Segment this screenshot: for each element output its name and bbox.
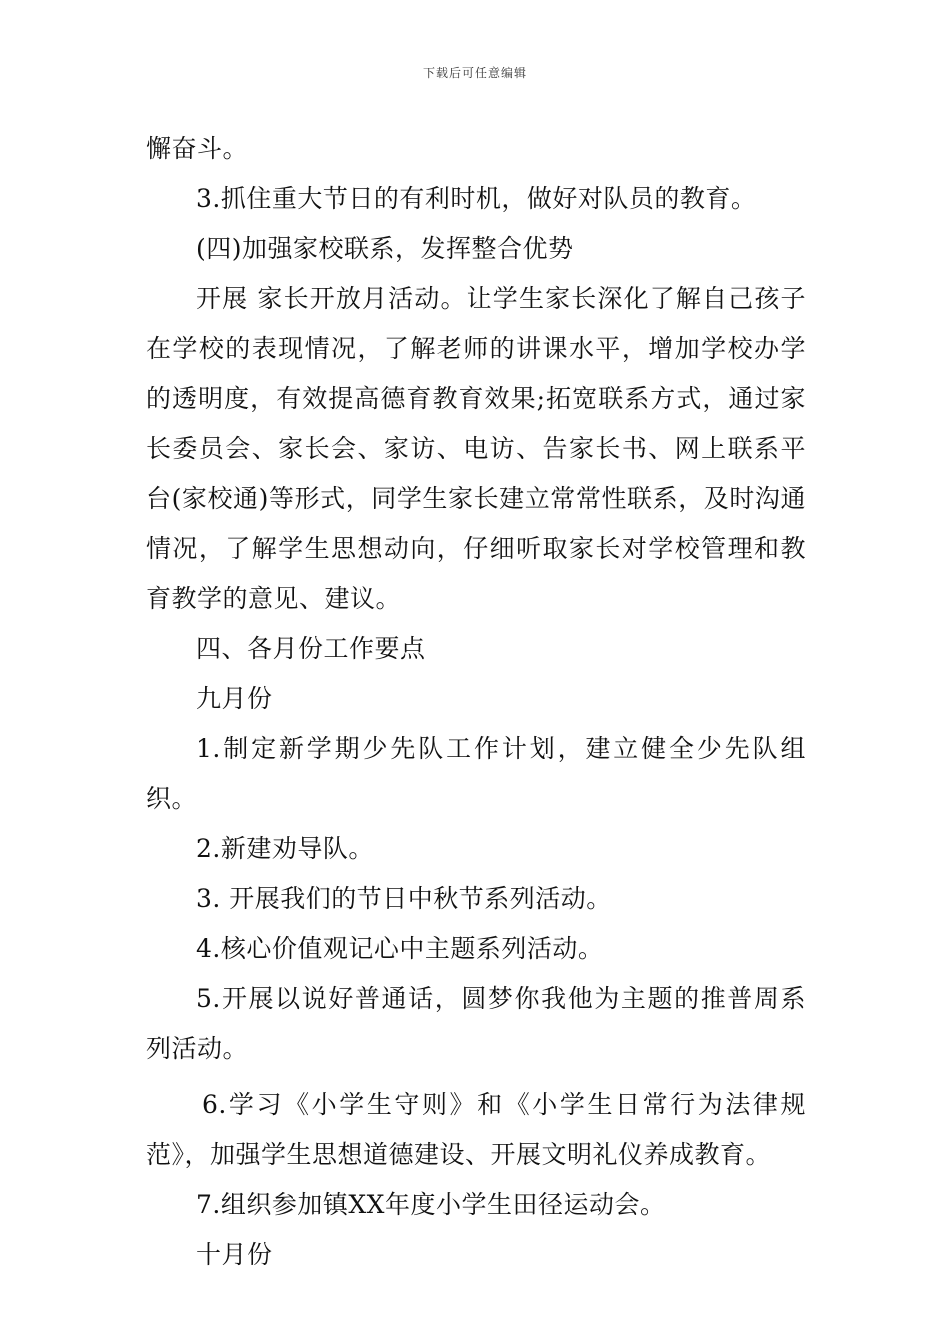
month-heading-october: 十月份 bbox=[196, 1240, 273, 1269]
section-heading-monthly-points: 四、各月份工作要点 bbox=[196, 634, 426, 663]
list-item-sep-5: 5.开展以说好普通话，圆梦你我他为主题的推普周系列活动。 bbox=[146, 984, 806, 1063]
section-heading-4: (四)加强家校联系，发挥整合优势 bbox=[196, 234, 574, 263]
list-item-sep-6: 6.学习《小学生守则》和《小学生日常行为法律规范》，加强学生思想道德建设、开展文明礼仪养成教育。 bbox=[146, 1090, 806, 1169]
list-item-sep-2: 2.新建劝导队。 bbox=[196, 834, 374, 863]
month-heading-september: 九月份 bbox=[196, 684, 273, 713]
paragraph-parent-open-month: 开展 家长开放月活动。让学生家长深化了解自己孩子在学校的表现情况，了解老师的讲课水平，增加学校办学的透明度，有效提高德育教育效果;拓宽联系方式，通过家长委员会、家长会、家访、电访、告家长书、网上联系平台(家校通)等形式，同学生家长建立常常性联系，及时沟通情况，了解学生思想动向，仔细听取家长对学校管理和教育教学的意见、建议。 bbox=[146, 284, 806, 613]
paragraph-continuation: 懈奋斗。 bbox=[146, 134, 249, 163]
list-item-sep-1: 1.制定新学期少先队工作计划，建立健全少先队组织。 bbox=[146, 734, 806, 813]
paragraph-item-3: 3.抓住重大节日的有利时机，做好对队员的教育。 bbox=[196, 184, 757, 213]
list-item-sep-7: 7.组织参加镇XX年度小学生田径运动会。 bbox=[196, 1190, 666, 1219]
list-item-sep-3: 3. 开展我们的节日中秋节系列活动。 bbox=[196, 884, 612, 913]
header-note: 下载后可任意编辑 bbox=[422, 66, 527, 80]
list-item-sep-4: 4.核心价值观记心中主题系列活动。 bbox=[196, 934, 604, 963]
document-body bbox=[146, 124, 806, 1280]
